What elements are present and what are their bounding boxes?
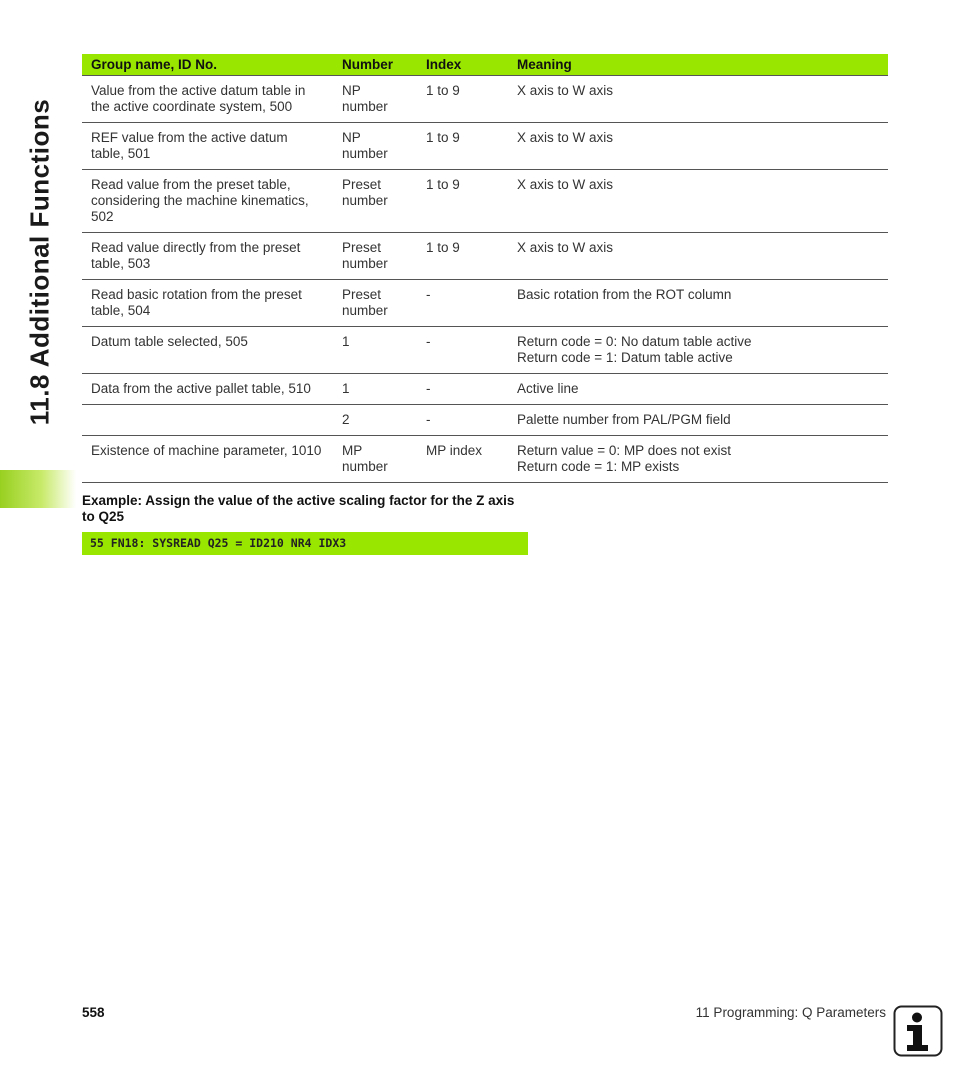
cell-number: Preset number	[333, 280, 417, 327]
cell-meaning: Active line	[508, 374, 888, 405]
table-row	[82, 374, 888, 405]
header-group: Group name, ID No.	[82, 54, 333, 76]
table-row	[82, 327, 888, 374]
cell-number: NP number	[333, 76, 417, 123]
info-icon	[893, 1005, 943, 1057]
page-number: 558	[82, 1005, 105, 1020]
cell-number: 1	[333, 327, 417, 374]
cell-group: Data from the active pallet table, 510	[82, 374, 333, 405]
cell-group: Read value from the preset table, considering the machine kinematics, 502	[82, 170, 333, 233]
cell-number: MP number	[333, 436, 417, 483]
cell-index: 1 to 9	[417, 170, 508, 233]
table-row	[82, 436, 888, 483]
cell-number: NP number	[333, 123, 417, 170]
chapter-label: 11 Programming: Q Parameters	[695, 1005, 886, 1020]
cell-index: -	[417, 374, 508, 405]
table-row	[82, 233, 888, 280]
cell-index: -	[417, 405, 508, 436]
table-row	[82, 280, 888, 327]
cell-number: Preset number	[333, 233, 417, 280]
parameter-table	[82, 54, 888, 483]
side-section-title	[20, 52, 60, 472]
cell-index: MP index	[417, 436, 508, 483]
cell-number: Preset number	[333, 170, 417, 233]
cell-group: Read value directly from the preset table, 503	[82, 233, 333, 280]
cell-meaning: X axis to W axis	[508, 123, 888, 170]
header-index: Index	[417, 54, 508, 76]
cell-meaning: Palette number from PAL/PGM field	[508, 405, 888, 436]
cell-number: 2	[333, 405, 417, 436]
table-row	[82, 76, 888, 123]
header-meaning: Meaning	[508, 54, 888, 76]
table-header-row	[82, 54, 888, 76]
table-body	[82, 76, 888, 483]
cell-index: 1 to 9	[417, 233, 508, 280]
cell-meaning: X axis to W axis	[508, 76, 888, 123]
cell-meaning: X axis to W axis	[508, 170, 888, 233]
cell-meaning: X axis to W axis	[508, 233, 888, 280]
table-row	[82, 170, 888, 233]
cell-meaning: Return value = 0: MP does not exist Return code = 1: MP exists	[508, 436, 888, 483]
chapter-tab-marker	[0, 470, 76, 508]
cell-group	[82, 405, 333, 436]
example-heading: Example: Assign the value of the active scaling factor for the Z axis to Q25	[82, 493, 515, 524]
cell-index: -	[417, 280, 508, 327]
header-number: Number	[333, 54, 417, 76]
cell-number: 1	[333, 374, 417, 405]
cell-index: -	[417, 327, 508, 374]
cell-group: REF value from the active datum table, 501	[82, 123, 333, 170]
table-row	[82, 405, 888, 436]
cell-group: Value from the active datum table in the active coordinate system, 500	[82, 76, 333, 123]
table-row	[82, 123, 888, 170]
code-example: 55 FN18: SYSREAD Q25 = ID210 NR4 IDX3	[82, 532, 528, 555]
cell-meaning: Basic rotation from the ROT column	[508, 280, 888, 327]
cell-group: Read basic rotation from the preset table, 504	[82, 280, 333, 327]
cell-meaning: Return code = 0: No datum table active Return code = 1: Datum table active	[508, 327, 888, 374]
cell-group: Datum table selected, 505	[82, 327, 333, 374]
cell-group: Existence of machine parameter, 1010	[82, 436, 333, 483]
cell-index: 1 to 9	[417, 76, 508, 123]
cell-index: 1 to 9	[417, 123, 508, 170]
section-title-text: 11.8 Additional Functions	[24, 98, 55, 426]
